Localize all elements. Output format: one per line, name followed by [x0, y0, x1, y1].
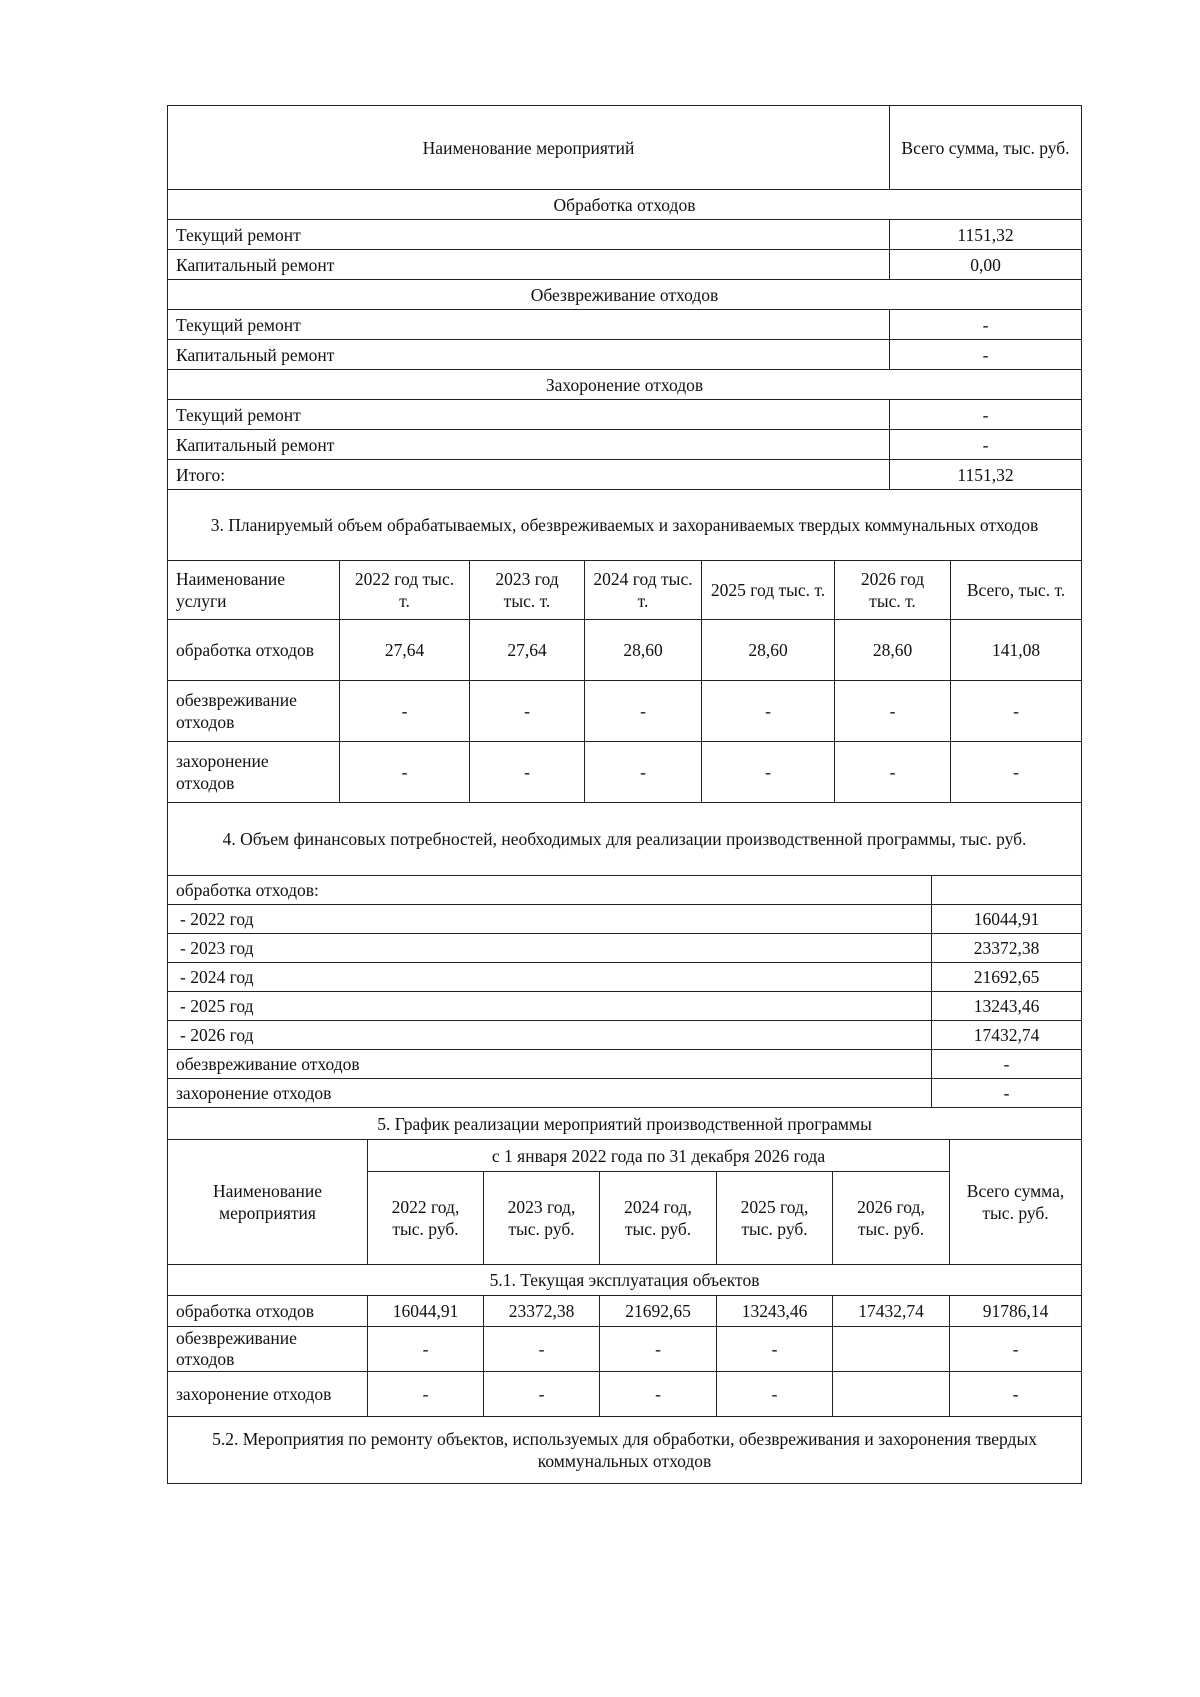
- repair-costs-table: [167, 105, 1082, 490]
- financial-needs-table: [167, 803, 1082, 1108]
- row-label: обработка отходов: [168, 620, 340, 681]
- value-cell: 28,60: [835, 620, 951, 681]
- year-header-cell: 2022 год, тыс. руб.: [368, 1172, 484, 1265]
- value-cell: 13243,46: [717, 1296, 833, 1327]
- value-cell: -: [951, 681, 1082, 742]
- table-row: [168, 250, 1082, 280]
- year-header-cell: 2023 год, тыс. руб.: [484, 1172, 600, 1265]
- value-cell: 16044,91: [368, 1296, 484, 1327]
- row-value: 1151,32: [890, 220, 1082, 250]
- row-label: Капитальный ремонт: [168, 250, 890, 280]
- row-value: -: [890, 310, 1082, 340]
- table-row: [168, 620, 1082, 681]
- table-row: [168, 1372, 1082, 1417]
- row-value: -: [932, 1050, 1082, 1079]
- table-row: [168, 310, 1082, 340]
- total-row: [168, 460, 1082, 490]
- table-row: [168, 220, 1082, 250]
- name-header-cell: Наименование мероприятия: [168, 1140, 368, 1265]
- row-label: - 2023 год: [168, 934, 932, 963]
- header-cell: 2024 год тыс. т.: [585, 561, 702, 620]
- section-4-title: 4. Объем финансовых потребностей, необходимых для реализации производственной программы, тыс. руб.: [168, 803, 1082, 876]
- value-cell: -: [340, 742, 470, 803]
- table-row: [168, 905, 1082, 934]
- row-label: - 2024 год: [168, 963, 932, 992]
- row-label: захоронение отходов: [168, 742, 340, 803]
- value-cell: -: [484, 1327, 600, 1372]
- subsection-5-1-title: 5.1. Текущая эксплуатация объектов: [168, 1265, 1082, 1296]
- value-cell: -: [950, 1372, 1082, 1417]
- value-cell: -: [702, 742, 835, 803]
- period-header-cell: с 1 января 2022 года по 31 декабря 2026 года: [368, 1140, 950, 1172]
- value-cell: -: [951, 742, 1082, 803]
- row-value: 23372,38: [932, 934, 1082, 963]
- value-cell: 21692,65: [600, 1296, 717, 1327]
- table-row: [168, 1050, 1082, 1079]
- total-value: 1151,32: [890, 460, 1082, 490]
- planned-volume-table: [167, 490, 1082, 803]
- subsection-row: [168, 1265, 1082, 1296]
- row-label: захоронение отходов: [168, 1079, 932, 1108]
- row-value: -: [890, 340, 1082, 370]
- header-total-cell: Всего сумма, тыс. руб.: [890, 106, 1082, 190]
- row-value: 16044,91: [932, 905, 1082, 934]
- table-row: [168, 430, 1082, 460]
- table-row: [168, 340, 1082, 370]
- row-label: - 2026 год: [168, 1021, 932, 1050]
- subsection-5-2-title: 5.2. Мероприятия по ремонту объектов, используемых для обработки, обезвреживания и захоронения твердых коммунальных отходов: [168, 1417, 1082, 1484]
- value-cell: -: [470, 681, 585, 742]
- row-value: 21692,65: [932, 963, 1082, 992]
- table-header-row: [168, 1140, 1082, 1172]
- value-cell: -: [368, 1372, 484, 1417]
- row-value: [932, 876, 1082, 905]
- value-cell: 27,64: [340, 620, 470, 681]
- header-name-cell: Наименование мероприятий: [168, 106, 890, 190]
- table-row: [168, 1296, 1082, 1327]
- total-header-cell: Всего сумма, тыс. руб.: [950, 1140, 1082, 1265]
- row-label: Текущий ремонт: [168, 310, 890, 340]
- row-value: -: [890, 430, 1082, 460]
- row-label: Текущий ремонт: [168, 220, 890, 250]
- header-cell: 2023 год тыс. т.: [470, 561, 585, 620]
- schedule-table: [167, 1108, 1082, 1484]
- year-header-cell: 2024 год, тыс. руб.: [600, 1172, 717, 1265]
- section-title: Обезвреживание отходов: [168, 280, 1082, 310]
- table-row: [168, 1327, 1082, 1372]
- table-row: [168, 681, 1082, 742]
- value-cell: 28,60: [585, 620, 702, 681]
- row-label: обработка отходов: [168, 1296, 368, 1327]
- value-cell: 17432,74: [833, 1296, 950, 1327]
- header-cell: 2026 год тыс. т.: [835, 561, 951, 620]
- value-cell: [833, 1327, 950, 1372]
- table-row: [168, 1079, 1082, 1108]
- row-value: -: [932, 1079, 1082, 1108]
- row-label: обезвреживание отходов: [168, 1327, 368, 1372]
- value-cell: 28,60: [702, 620, 835, 681]
- value-cell: -: [340, 681, 470, 742]
- table-row: [168, 876, 1082, 905]
- section-heading-row: [168, 1108, 1082, 1140]
- row-label: обезвреживание отходов: [168, 1050, 932, 1079]
- section-heading-row: [168, 803, 1082, 876]
- row-value: 17432,74: [932, 1021, 1082, 1050]
- table-row: [168, 992, 1082, 1021]
- table-row: [168, 963, 1082, 992]
- row-label: - 2022 год: [168, 905, 932, 934]
- table-row: [168, 934, 1082, 963]
- value-cell: -: [950, 1327, 1082, 1372]
- section-row: [168, 280, 1082, 310]
- value-cell: -: [470, 742, 585, 803]
- value-cell: -: [585, 681, 702, 742]
- row-value: 0,00: [890, 250, 1082, 280]
- header-cell: 2025 год тыс. т.: [702, 561, 835, 620]
- header-cell: Наименование услуги: [168, 561, 340, 620]
- section-3-title: 3. Планируемый объем обрабатываемых, обезвреживаемых и захораниваемых твердых коммунальных отходов: [168, 490, 1082, 561]
- value-cell: -: [484, 1372, 600, 1417]
- value-cell: -: [368, 1327, 484, 1372]
- section-title: Захоронение отходов: [168, 370, 1082, 400]
- value-cell: 23372,38: [484, 1296, 600, 1327]
- document-page: [167, 105, 1081, 1484]
- value-cell: -: [835, 681, 951, 742]
- row-label: обработка отходов:: [168, 876, 932, 905]
- row-label: Текущий ремонт: [168, 400, 890, 430]
- row-label: - 2025 год: [168, 992, 932, 1021]
- value-cell: [833, 1372, 950, 1417]
- section-row: [168, 190, 1082, 220]
- section-heading-row: [168, 490, 1082, 561]
- subsection-row: [168, 1417, 1082, 1484]
- table-row: [168, 400, 1082, 430]
- value-cell: -: [600, 1327, 717, 1372]
- row-value: -: [890, 400, 1082, 430]
- value-cell: 27,64: [470, 620, 585, 681]
- total-label: Итого:: [168, 460, 890, 490]
- table-row: [168, 742, 1082, 803]
- value-cell: -: [702, 681, 835, 742]
- row-label: обезвреживание отходов: [168, 681, 340, 742]
- table-header-row: [168, 106, 1082, 190]
- value-cell: -: [717, 1372, 833, 1417]
- value-cell: 141,08: [951, 620, 1082, 681]
- year-header-cell: 2026 год, тыс. руб.: [833, 1172, 950, 1265]
- row-label: захоронение отходов: [168, 1372, 368, 1417]
- value-cell: -: [835, 742, 951, 803]
- year-header-cell: 2025 год, тыс. руб.: [717, 1172, 833, 1265]
- value-cell: -: [717, 1327, 833, 1372]
- table-header-row: [168, 561, 1082, 620]
- table-row: [168, 1021, 1082, 1050]
- value-cell: -: [600, 1372, 717, 1417]
- value-cell: 91786,14: [950, 1296, 1082, 1327]
- header-cell: 2022 год тыс. т.: [340, 561, 470, 620]
- section-5-title: 5. График реализации мероприятий производственной программы: [168, 1108, 1082, 1140]
- section-title: Обработка отходов: [168, 190, 1082, 220]
- row-label: Капитальный ремонт: [168, 430, 890, 460]
- section-row: [168, 370, 1082, 400]
- row-value: 13243,46: [932, 992, 1082, 1021]
- header-cell: Всего, тыс. т.: [951, 561, 1082, 620]
- row-label: Капитальный ремонт: [168, 340, 890, 370]
- value-cell: -: [585, 742, 702, 803]
